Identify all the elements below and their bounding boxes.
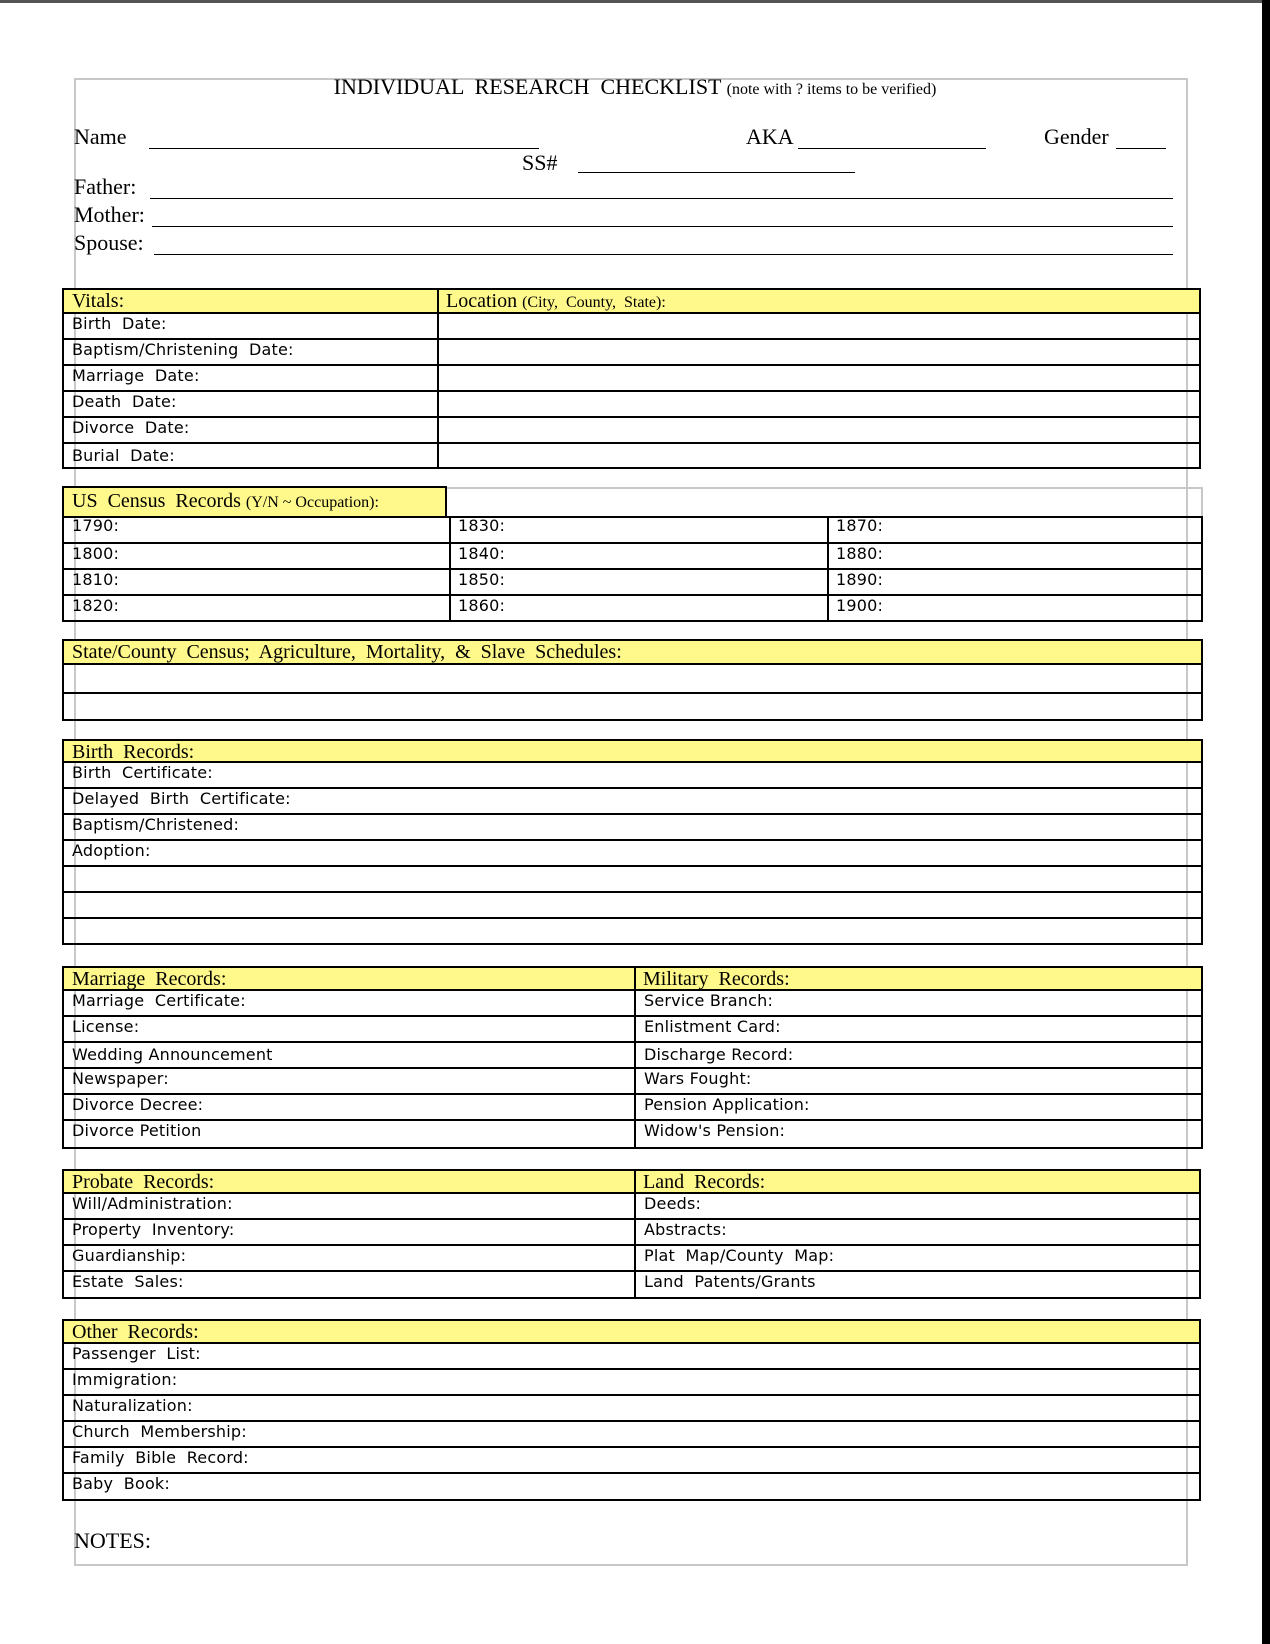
spouse-label: Spouse: <box>74 230 144 255</box>
table-row <box>64 1067 1201 1093</box>
census-year-1860[interactable]: 1860: <box>458 596 506 615</box>
census-year-1870[interactable]: 1870: <box>836 516 884 535</box>
census-year-1810[interactable]: 1810: <box>72 570 120 589</box>
marriage-row-label[interactable]: Wedding Announcement <box>72 1045 273 1064</box>
state-census-table <box>62 639 1203 721</box>
table-row[interactable] <box>64 390 1199 416</box>
table-row[interactable] <box>64 663 1201 692</box>
location-header <box>438 290 1199 314</box>
spouse-field[interactable] <box>154 254 1173 255</box>
vitals-row-label: Burial Date: <box>72 446 175 465</box>
table-row[interactable] <box>64 891 1201 917</box>
other-records-header <box>64 1321 1199 1344</box>
location-header-label: Location <box>446 290 518 312</box>
marriage-row-label[interactable]: Divorce Petition <box>72 1121 202 1140</box>
table-row[interactable] <box>64 761 1201 787</box>
title-note: (note with ? items to be verified) <box>726 81 937 98</box>
table-row[interactable] <box>64 692 1201 719</box>
state-census-header <box>64 641 1201 665</box>
census-table <box>62 516 1203 622</box>
census-row <box>64 542 1201 568</box>
census-row <box>64 568 1201 594</box>
birth-row-label: Adoption: <box>72 841 151 860</box>
table-row[interactable] <box>64 917 1201 943</box>
vitals-row-label: Marriage Date: <box>72 366 200 385</box>
table-row[interactable] <box>64 1446 1199 1472</box>
table-row[interactable] <box>64 1472 1199 1499</box>
probate-records-header-label: Probate Records: <box>72 1171 215 1193</box>
ss-label: SS# <box>522 150 558 175</box>
birth-records-header-label: Birth Records: <box>72 741 195 763</box>
table-row[interactable] <box>64 865 1201 891</box>
birth-row-label: Birth Certificate: <box>72 763 213 782</box>
father-field[interactable] <box>150 198 1173 199</box>
table-row <box>64 1192 1199 1218</box>
land-row-label[interactable]: Land Patents/Grants <box>644 1272 816 1291</box>
name-field[interactable] <box>149 148 539 149</box>
table-row[interactable] <box>64 1342 1199 1368</box>
table-row[interactable] <box>64 416 1199 442</box>
vitals-row-label: Death Date: <box>72 392 177 411</box>
military-row-label[interactable]: Discharge Record: <box>644 1045 794 1064</box>
vitals-table <box>62 288 1201 469</box>
military-row-label[interactable]: Widow's Pension: <box>644 1121 786 1140</box>
name-label: Name <box>74 124 127 149</box>
ss-field[interactable] <box>578 172 855 173</box>
other-row-label: Church Membership: <box>72 1422 247 1441</box>
military-row-label[interactable]: Pension Application: <box>644 1095 810 1114</box>
census-row <box>64 516 1201 542</box>
military-row-label[interactable]: Service Branch: <box>644 991 774 1010</box>
census-header-cell <box>64 488 445 516</box>
gender-field[interactable] <box>1116 148 1166 149</box>
military-row-label[interactable]: Enlistment Card: <box>644 1017 781 1036</box>
notes-label: NOTES: <box>74 1528 151 1553</box>
census-year-1900[interactable]: 1900: <box>836 596 884 615</box>
table-row[interactable] <box>64 338 1199 364</box>
land-row-label[interactable]: Abstracts: <box>644 1220 727 1239</box>
census-year-1890[interactable]: 1890: <box>836 570 884 589</box>
census-header-note: (Y/N ~ Occupation): <box>245 494 379 511</box>
other-records-header-label: Other Records: <box>72 1321 199 1343</box>
land-records-header-label: Land Records: <box>643 1171 766 1193</box>
census-year-1820[interactable]: 1820: <box>72 596 120 615</box>
table-row <box>64 1041 1201 1067</box>
military-row-label[interactable]: Wars Fought: <box>644 1069 752 1088</box>
table-row <box>64 1270 1199 1297</box>
gender-label: Gender <box>1044 124 1109 149</box>
census-header-spacer <box>445 487 1203 517</box>
table-row <box>64 1119 1201 1147</box>
marriage-row-label[interactable]: Newspaper: <box>72 1069 169 1088</box>
table-row[interactable] <box>64 1420 1199 1446</box>
census-year-1880[interactable]: 1880: <box>836 544 884 563</box>
other-row-label: Passenger List: <box>72 1344 201 1363</box>
table-row <box>64 1015 1201 1041</box>
table-row <box>64 989 1201 1015</box>
land-records-header <box>635 1171 1199 1194</box>
table-row[interactable] <box>64 1394 1199 1420</box>
military-records-header-label: Military Records: <box>643 968 790 990</box>
other-records-table <box>62 1319 1201 1501</box>
marriage-records-header-label: Marriage Records: <box>72 968 227 990</box>
father-label: Father: <box>74 174 137 199</box>
vitals-header-label: Vitals: <box>72 290 125 312</box>
table-row[interactable] <box>64 787 1201 813</box>
marriage-row-label[interactable]: Divorce Decree: <box>72 1095 204 1114</box>
probate-row-label[interactable]: Will/Administration: <box>72 1194 233 1213</box>
census-row <box>64 594 1201 620</box>
other-row-label: Naturalization: <box>72 1396 193 1415</box>
state-census-header-label: State/County Census; Agriculture, Mortality, & Slave Schedules: <box>72 641 622 663</box>
page-title <box>0 74 1270 100</box>
census-year-1790[interactable]: 1790: <box>72 516 120 535</box>
birth-records-header <box>64 741 1201 763</box>
census-year-1840[interactable]: 1840: <box>458 544 506 563</box>
table-row[interactable] <box>64 813 1201 839</box>
probate-row-label[interactable]: Estate Sales: <box>72 1272 184 1291</box>
birth-row-label: Delayed Birth Certificate: <box>72 789 291 808</box>
page-top-edge <box>0 0 1270 3</box>
other-row-label: Family Bible Record: <box>72 1448 249 1467</box>
probate-row-label[interactable]: Property Inventory: <box>72 1220 235 1239</box>
probate-row-label[interactable]: Guardianship: <box>72 1246 187 1265</box>
land-row-label[interactable]: Deeds: <box>644 1194 702 1213</box>
table-row <box>64 1218 1199 1244</box>
table-row <box>64 1093 1201 1119</box>
birth-records-table <box>62 739 1203 945</box>
table-row <box>64 1244 1199 1270</box>
land-row-label[interactable]: Plat Map/County Map: <box>644 1246 835 1265</box>
title-main: INDIVIDUAL RESEARCH CHECKLIST <box>333 74 722 99</box>
census-year-1850[interactable]: 1850: <box>458 570 506 589</box>
census-year-1830[interactable]: 1830: <box>458 516 506 535</box>
aka-label: AKA <box>746 124 794 149</box>
table-row[interactable] <box>64 312 1199 338</box>
other-row-label: Baby Book: <box>72 1474 170 1493</box>
page-right-edge <box>1262 0 1270 1644</box>
census-header <box>62 486 447 518</box>
table-row[interactable] <box>64 1368 1199 1394</box>
marriage-row-label[interactable]: License: <box>72 1017 140 1036</box>
census-year-1800[interactable]: 1800: <box>72 544 120 563</box>
mother-field[interactable] <box>152 226 1173 227</box>
aka-field[interactable] <box>798 148 986 149</box>
mother-label: Mother: <box>74 202 145 227</box>
location-header-note: (City, County, State): <box>522 294 666 311</box>
table-row[interactable] <box>64 442 1199 467</box>
marriage-row-label[interactable]: Marriage Certificate: <box>72 991 246 1010</box>
table-row[interactable] <box>64 364 1199 390</box>
marriage-military-table <box>62 966 1203 1149</box>
table-row[interactable] <box>64 839 1201 865</box>
other-row-label: Immigration: <box>72 1370 178 1389</box>
probate-land-table <box>62 1169 1201 1299</box>
birth-row-label: Baptism/Christened: <box>72 815 240 834</box>
vitals-row-label: Birth Date: <box>72 314 167 333</box>
census-header-label: US Census Records <box>72 490 241 512</box>
military-records-header <box>635 968 1201 991</box>
vitals-row-label: Divorce Date: <box>72 418 190 437</box>
vitals-row-label: Baptism/Christening Date: <box>72 340 294 359</box>
